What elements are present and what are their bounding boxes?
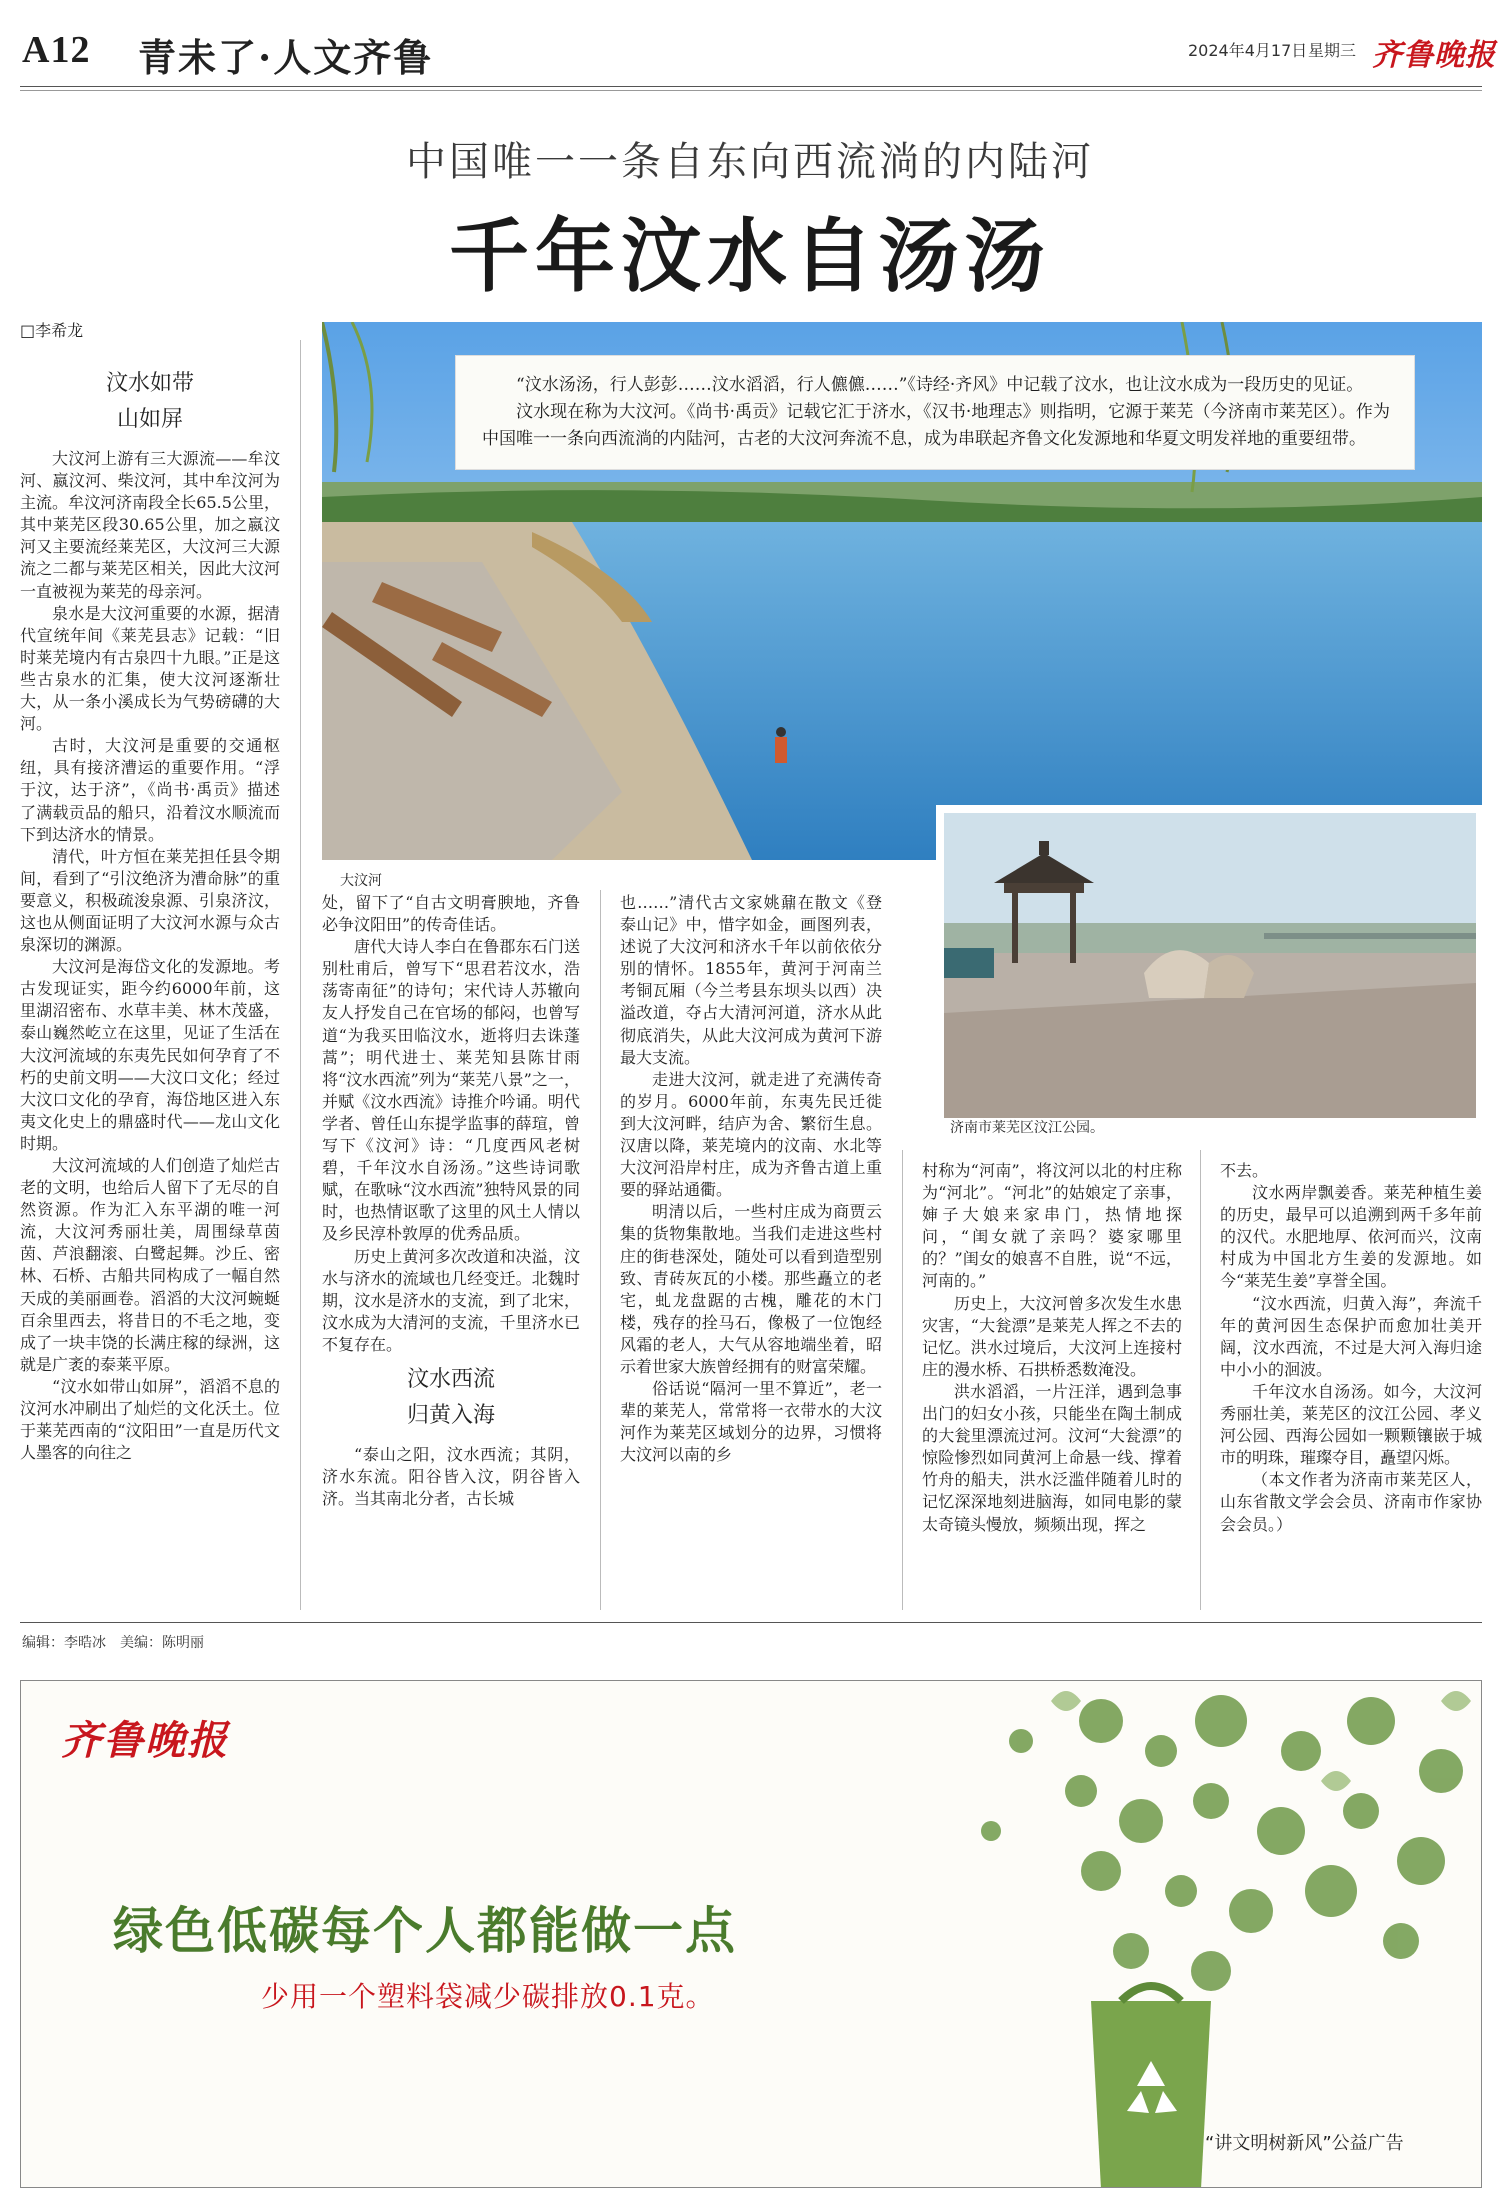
photo-caption: 济南市莱芜区汶江公园。	[950, 1120, 1104, 1136]
header-rule-thin	[20, 90, 1482, 91]
article-column-4	[922, 1160, 1182, 1610]
column-divider	[902, 1150, 903, 1610]
article-column-1	[20, 360, 280, 1610]
paragraph: 千年汶水自汤汤。如今，大汶河秀丽壮美，莱芜区的汶江公园、孝义河公园、西海公园如一颗颗镶嵌于城市的明珠，璀璨夺目，矗望闪烁。	[1220, 1381, 1482, 1468]
paragraph: 俗话说“隔河一里不算近”，老一辈的莱芜人，常常将一衣带水的大汶河作为莱芜区域划分的边界，习惯将大汶河以南的乡	[620, 1379, 882, 1465]
wenjiang-park-photo	[944, 813, 1476, 1118]
paragraph: 村称为“河南”，将汶河以北的村庄称为“河北”。“河北”的姑娘定了亲事，婶子大娘来家串门，热情地探问，“闺女就了亲吗？婆家哪里的？”闺女的娘喜不自胜，说“不远，河南的。”	[922, 1161, 1182, 1291]
issue-date: 2024年4月17日	[1188, 41, 1308, 60]
article-column-3	[620, 892, 882, 1610]
section-heading-line: 山如屏	[116, 407, 183, 432]
footer-rule	[20, 1622, 1482, 1623]
section-heading-line: 汶水如带	[105, 371, 194, 396]
paragraph: 明清以后，一些村庄成为商贾云集的货物集散地。当我们走进这些村庄的街巷深处，随处可以看到造型别致、青砖灰瓦的小楼。那些矗立的老宅，虬龙盘踞的古槐，雕花的木门楼，残存的拴马石，像极了一位饱经风霜的老人，大气从容地端坐着，昭示着世家大族曾经拥有的财富荣耀。	[620, 1202, 882, 1376]
paragraph: “汶水如带山如屏”，滔滔不息的汶河水冲刷出了灿烂的文化沃土。位于莱芜西南的“汶阳田”一直是历代文人墨客的向往之	[20, 1376, 280, 1463]
column-divider	[300, 340, 301, 1610]
paragraph: 也……”清代古文家姚鼐在散文《登泰山记》中，惜字如金，画图列表，述说了大汶河和济水千年以前依依分别的情怀。1855年，黄河于河南兰考铜瓦厢（今兰考县东坝头以西）决溢改道，夺占大清河河道，济水从此彻底消失，从此大汶河成为黄河下游最大支流。	[620, 893, 882, 1067]
ad-newspaper-logo: 齐鲁晚报	[61, 1717, 229, 1764]
author-note: （本文作者为济南市莱芜区人，山东省散文学会会员、济南市作家协会会员。）	[1220, 1470, 1482, 1534]
lede-paragraph: 汶水现在称为大汶河。《尚书·禹贡》记载它汇于济水，《汉书·地理志》则指明，它源于莱芜（今济南市莱芜区）。作为中国唯一一条向西流淌的内陆河，古老的大汶河奔流不息，成为串联起齐鲁文化发源地和华夏文明发祥地的重要纽带。	[482, 402, 1390, 449]
section-heading-line: 汶水西流	[406, 1366, 495, 1392]
paragraph: 唐代大诗人李白在鲁郡东石门送别杜甫后，曾写下“思君若汶水，浩荡寄南征”的诗句；宋代诗人苏辙向友人抒发自己在官场的郁闷，也曾写道“为我买田临汶水，逝将归去诛蓬蒿”；明代进士、莱芜知县陈甘雨将“汶水西流”列为“莱芜八景”之一，并赋《汶水西流》诗推介吟诵。明代学者、曾任山东提学监事的薛瑄，曾写下《汶河》诗：“几度西风老树碧，千年汶水自汤汤。”这些诗词歌赋，在歌咏“汶水西流”独特风景的同时，也热情讴歌了这里的风土人情以及乡民淳朴敦厚的优秀品质。	[322, 937, 580, 1244]
article-column-2	[322, 892, 580, 1610]
editor-credit: 编辑：李晧冰 美编：陈明丽	[22, 1635, 204, 1651]
article-lede	[455, 355, 1415, 470]
ad-headline: 绿色低碳每个人都能做一点	[113, 1902, 737, 1960]
section-heading	[20, 366, 280, 438]
header-rule	[20, 86, 1482, 87]
article-subtitle: 中国唯一一条自东向西流淌的内陆河	[406, 139, 1094, 185]
public-service-ad	[20, 1680, 1482, 2188]
section-heading-line: 归黄入海	[406, 1402, 495, 1428]
paragraph: “汶水西流，归黄入海”，奔流千年的黄河因生态保护而愈加壮美开阔，汶水西流，不过是大河入海归途中小小的洄波。	[1220, 1293, 1482, 1379]
ad-subline: 少用一个塑料袋减少碳排放0.1克。	[261, 1980, 715, 2013]
section-title: 青未了·人文齐鲁	[138, 35, 434, 80]
paragraph: “泰山之阳，汶水西流；其阴，济水东流。阳谷皆入汶，阴谷皆入济。当其南北分者，古长城	[322, 1444, 580, 1509]
paragraph: 处，留下了“自古文明膏腴地，齐鲁必争汶阳田”的传奇佳话。	[322, 893, 580, 935]
issue-weekday: 星期三	[1308, 41, 1357, 60]
lede-paragraph: “汶水汤汤，行人彭彭……汶水滔滔，行人儦儦……”《诗经·齐风》中记载了汶水，也让汶水成为一段历史的见证。	[516, 375, 1364, 395]
column-divider	[600, 890, 601, 1610]
ad-slogan-note: “讲文明树新风”公益广告	[1205, 2133, 1404, 2154]
newspaper-logo: 齐鲁晚报	[1372, 38, 1496, 73]
paragraph: 泉水是大汶河重要的水源，据清代宣统年间《莱芜县志》记载：“旧时莱芜境内有古泉四十九眼。”正是这些古泉水的汇集，使大汶河逐渐壮大，从一条小溪成长为气势磅礴的大河。	[20, 603, 280, 734]
paragraph: 历史上，大汶河曾多次发生水患灾害，“大瓮漂”是莱芜人挥之不去的记忆。洪水过境后，大汶河上连接村庄的漫水桥、石拱桥悉数淹没。	[922, 1293, 1182, 1379]
section-heading	[322, 1362, 580, 1434]
paragraph: 大汶河是海岱文化的发源地。考古发现证实，距今约6000年前，这里湖沼密布、水草丰美、林木茂盛，泰山巍然屹立在这里，见证了生活在大汶河流域的东夷先民如何孕育了不朽的史前文明——大汶口文化；经过大汶口文化的孕育，海岱地区进入东夷文化史上的鼎盛时代——龙山文化时期。	[20, 957, 280, 1153]
paragraph: 汶水两岸飘姜香。莱芜种植生姜的历史，最早可以追溯到两千多年前的汉代。水肥地厚、依河而兴，汶南村成为中国北方生姜的发源地。如今“莱芜生姜”享誉全国。	[1220, 1183, 1482, 1291]
article-title: 千年汶水自汤汤	[449, 209, 1051, 303]
eco-icons-illustration	[901, 1681, 1481, 2188]
paragraph: 清代，叶方恒在莱芜担任县令期间，看到了“引汶绝济为漕命脉”的重要意义，积极疏浚泉源、引泉济汶，这也从侧面证明了大汶河水源与众古泉深切的渊源。	[20, 846, 280, 955]
column-divider	[1200, 1150, 1201, 1610]
photo-caption: 大汶河	[340, 873, 382, 889]
article-column-5	[1220, 1160, 1482, 1610]
paragraph: 走进大汶河，就走进了充满传奇的岁月。6000年前，东夷先民迁徙到大汶河畔，结庐为舍、繁衍生息。汉唐以降，莱芜境内的汶南、水北等大汶河沿岸村庄，成为齐鲁古道上重要的驿站通衢。	[620, 1069, 882, 1200]
page-number: A12	[22, 29, 91, 71]
paragraph: 大汶河流域的人们创造了灿烂古老的文明，也给后人留下了无尽的自然资源。作为汇入东平湖的唯一河流，大汶河秀丽壮美，周围绿草茵茵、芦浪翻滚、白鹭起舞。沙丘、密林、石桥、古船共同构成了一幅自然天成的美丽画卷。滔滔的大汶河蜿蜒百余里西去，将昔日的不毛之地，变成了一块丰饶的长满庄稼的绿洲，这就是广袤的泰莱平原。	[20, 1156, 280, 1374]
park-photo-frame	[936, 805, 1484, 1130]
paragraph: 历史上黄河多次改道和决溢，汶水与济水的流域也几经变迁。北魏时期，汶水是济水的支流，到了北宋，汶水成为大清河的支流，千里济水已不复存在。	[322, 1246, 580, 1354]
paragraph: 大汶河上游有三大源流——牟汶河、嬴汶河、柴汶河，其中牟汶河为主流。牟汶河济南段全长65.5公里，其中莱芜区段30.65公里，加之嬴汶河又主要流经莱芜区，大汶河三大源流之二都与莱芜区相关，因此大汶河一直被视为莱芜的母亲河。	[20, 449, 280, 601]
paragraph: 不去。	[1220, 1161, 1269, 1180]
paragraph: 古时，大汶河是重要的交通枢纽，具有接济漕运的重要作用。“浮于汶，达于济”，《尚书·禹贡》描述了满载贡品的船只，沿着汶水顺流而下到达济水的情景。	[20, 736, 280, 844]
article-author: □李希龙	[20, 321, 84, 340]
paragraph: 洪水滔滔，一片汪洋，遇到急事出门的妇女小孩，只能坐在陶土制成的大瓮里漂流过河。汶河“大瓮漂”的惊险惨烈如同黄河上命悬一线、撑着竹舟的船夫，洪水泛滥伴随着儿时的记忆深深地刻进脑海，如同电影的蒙太奇镜头慢放，频频出现，挥之	[922, 1381, 1182, 1534]
